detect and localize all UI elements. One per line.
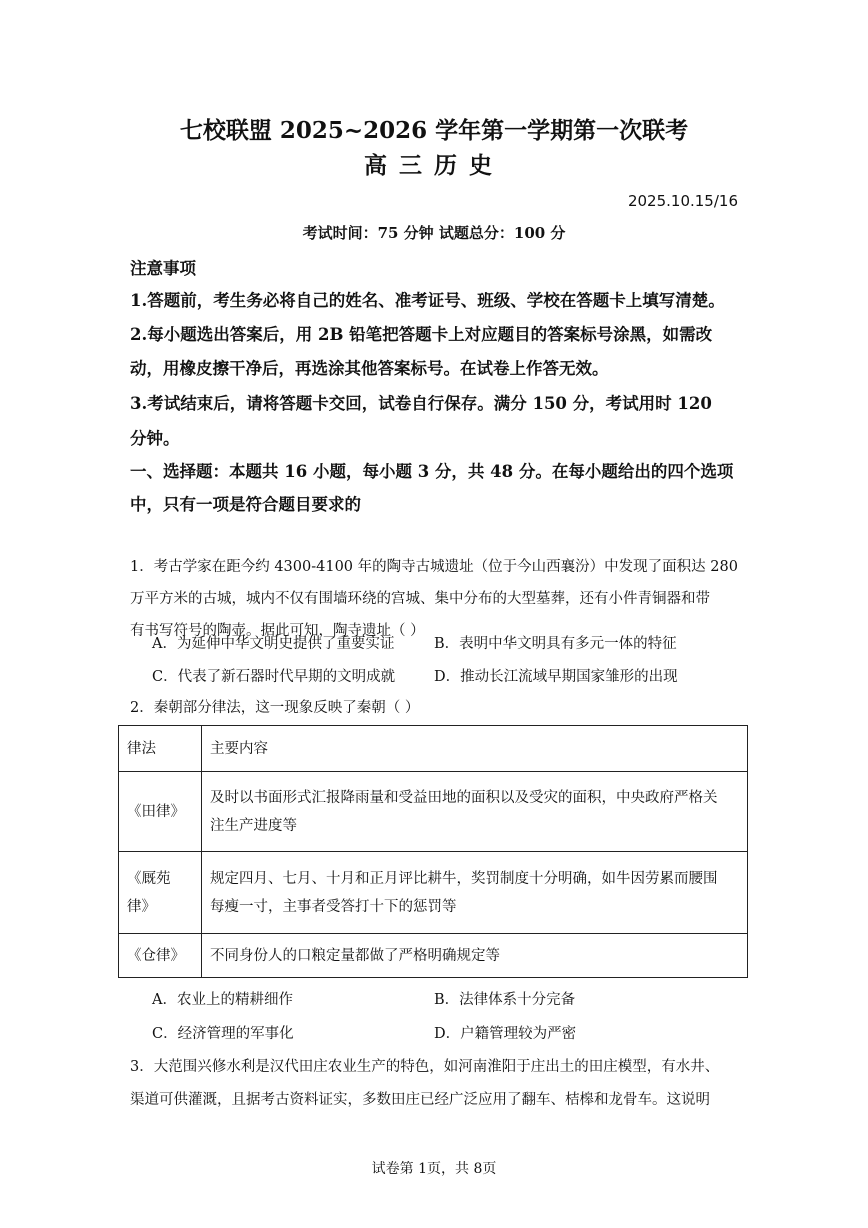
section-heading: 一、选择题：本题共 16 小题，每小题 3 分，共 48 分。在每小题给出的四个选项: [130, 462, 734, 481]
exam-date: 2025.10.15/16: [627, 192, 738, 210]
law-name-line: 《厩苑: [127, 870, 171, 887]
note-line: 2.每小题选出答案后，用 2B 铅笔把答题卡上对应题目的答案标号涂黑，如需改: [130, 325, 713, 344]
question-2-option-d: D．户籍管理较为严密: [434, 1026, 577, 1042]
law-content: 不同身份人的口粮定量都做了严格明确规定等: [202, 934, 748, 978]
note-line: 3.考试结束后，请将答题卡交回，试卷自行保存。满分 150 分，考试用时 120: [130, 394, 712, 413]
page-footer: 试卷第 1页，共 8页: [371, 1161, 497, 1177]
question-3-stem: 渠道可供灌溉，且据考古资料证实，多数田庄已经广泛应用了翻车、桔槔和龙骨车。这说明: [130, 1092, 710, 1108]
question-2-option-b: B．法律体系十分完备: [434, 992, 576, 1008]
question-2-option-c: C．经济管理的军事化: [152, 1026, 294, 1042]
note-line: 动，用橡皮擦干净后，再选涂其他答案标号。在试卷上作答无效。: [130, 359, 609, 378]
law-content-line: 规定四月、七月、十月和正月评比耕牛，奖罚制度十分明确，如牛因劳累而腰围: [210, 870, 718, 887]
question-1-option-c: C．代表了新石器时代早期的文明成就: [152, 669, 396, 685]
section-heading: 中，只有一项是符合题目要求的: [130, 495, 361, 514]
law-content-line: 及时以书面形式汇报降雨量和受益田地的面积以及受灾的面积，中央政府严格关: [210, 789, 718, 806]
notes-heading: 注意事项: [130, 259, 196, 278]
law-name-line: 律》: [127, 898, 156, 915]
law-content-line: 每瘦一寸，主事者受答打十下的惩罚等: [210, 898, 457, 915]
law-name: 《仓律》: [119, 934, 202, 978]
question-1-stem: 万平方米的古城，城内不仅有围墙环绕的宫城、集中分布的大型墓葬，还有小件青铜器和带: [130, 591, 710, 607]
question-1-option-d: D．推动长江流域早期国家雏形的出现: [434, 669, 678, 685]
exam-subject: 高三历史: [364, 152, 504, 179]
question-2-option-a: A．农业上的精耕细作: [152, 992, 293, 1008]
law-name: [119, 852, 202, 934]
question-3-stem: 3．大范围兴修水利是汉代田庄农业生产的特色，如河南淮阳于庄出土的田庄模型，有水井、: [130, 1059, 720, 1075]
law-name: 《田律》: [119, 772, 202, 852]
table-header: 律法: [119, 726, 202, 772]
exam-title: 七校联盟 2025~2026 学年第一学期第一次联考: [179, 117, 689, 144]
table-row: [119, 934, 748, 978]
law-table: [118, 725, 748, 978]
note-line: 分钟。: [130, 429, 180, 448]
exam-info: 考试时间：75 分钟 试题总分：100 分: [302, 224, 566, 242]
question-2-stem: 2．秦朝部分律法，这一现象反映了秦朝（ ）: [130, 700, 420, 716]
question-1-option-b: B．表明中华文明具有多元一体的特征: [434, 636, 677, 652]
question-1-stem: 1．考古学家在距今约 4300-4100 年的陶寺古城遗址（位于今山西襄汾）中发现了面积达 280: [130, 559, 738, 575]
table-row: [119, 852, 748, 934]
question-1-stem: 有书写符号的陶壶。据此可知，陶寺遗址（ ）: [130, 623, 425, 639]
table-header-row: [119, 726, 748, 772]
note-line: 1.答题前，考生务必将自己的姓名、准考证号、班级、学校在答题卡上填写清楚。: [130, 291, 725, 310]
table-header: 主要内容: [202, 726, 748, 772]
law-content: [202, 772, 748, 852]
table-row: [119, 772, 748, 852]
law-content: [202, 852, 748, 934]
law-content-line: 注生产进度等: [210, 817, 297, 834]
question-1-option-a: A．为延伸中华文明史提供了重要实证: [152, 636, 395, 652]
